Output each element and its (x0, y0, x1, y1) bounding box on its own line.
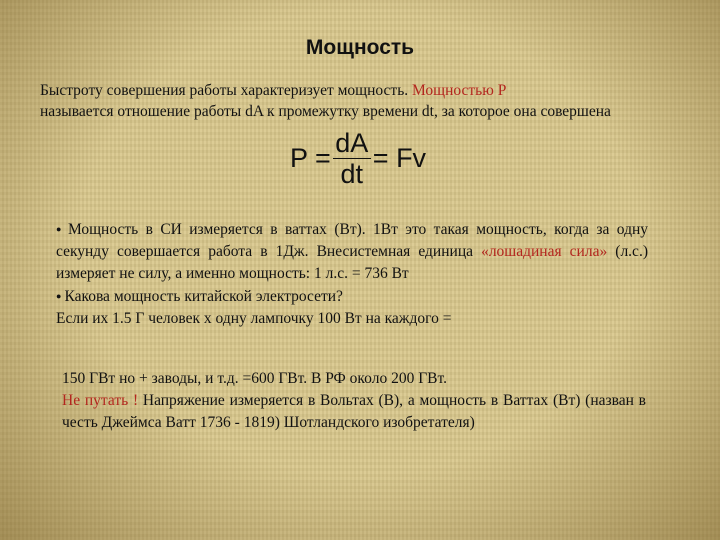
intro-highlight: Мощностью P (412, 82, 507, 99)
estimate-line: Если их 1.5 Г человек х одну лампочку 100 Вт на каждого = (56, 310, 452, 327)
question-text: Какова мощность китайской электросети? (64, 288, 343, 305)
warning-text: Напряжение измеряется в Вольтах (В), а мощность в Ваттах (Вт) (назван в честь Джеймса Ватт 1736 - 1819) Шотландского изобретателя) (62, 392, 646, 431)
units-paragraph (56, 218, 648, 285)
formula-denominator: dt (340, 158, 364, 189)
horsepower-highlight: «лошадиная сила» (481, 243, 608, 260)
warning-paragraph (62, 390, 646, 434)
warning-label: Не путать ! (62, 392, 139, 409)
answer-line: 150 ГВт но + заводы, и т.д. =600 ГВт. В РФ около 200 ГВт. (62, 370, 447, 387)
question-line (56, 285, 648, 308)
formula-numerator: dA (335, 127, 369, 158)
bullet-icon: ● (56, 224, 65, 234)
units-text-1: Мощность в СИ измеряется в ваттах (Вт). 1Вт это такая мощность, когда за одну секунду совершается работа в 1Дж. Внесистемная единица (56, 221, 648, 260)
formula-fraction (333, 128, 371, 189)
bullet-icon: ● (56, 291, 62, 301)
power-formula (290, 122, 426, 194)
formula-lhs: P = (290, 142, 331, 173)
units-text-2: (л.с.) измеряет не силу, а именно мощность: 1 л.с. = 736 Вт (56, 243, 648, 282)
slide-title: Мощность (305, 36, 415, 59)
intro-text-1: Быстроту совершения работы характеризует мощность. (40, 82, 413, 99)
intro-paragraph (40, 80, 680, 122)
answer-block (62, 368, 646, 434)
intro-text-2: называется отношение работы dA к промежутку времени dt, за которое она совершена (40, 103, 611, 120)
units-block (56, 218, 648, 330)
formula-rhs: = Fv (372, 142, 427, 173)
